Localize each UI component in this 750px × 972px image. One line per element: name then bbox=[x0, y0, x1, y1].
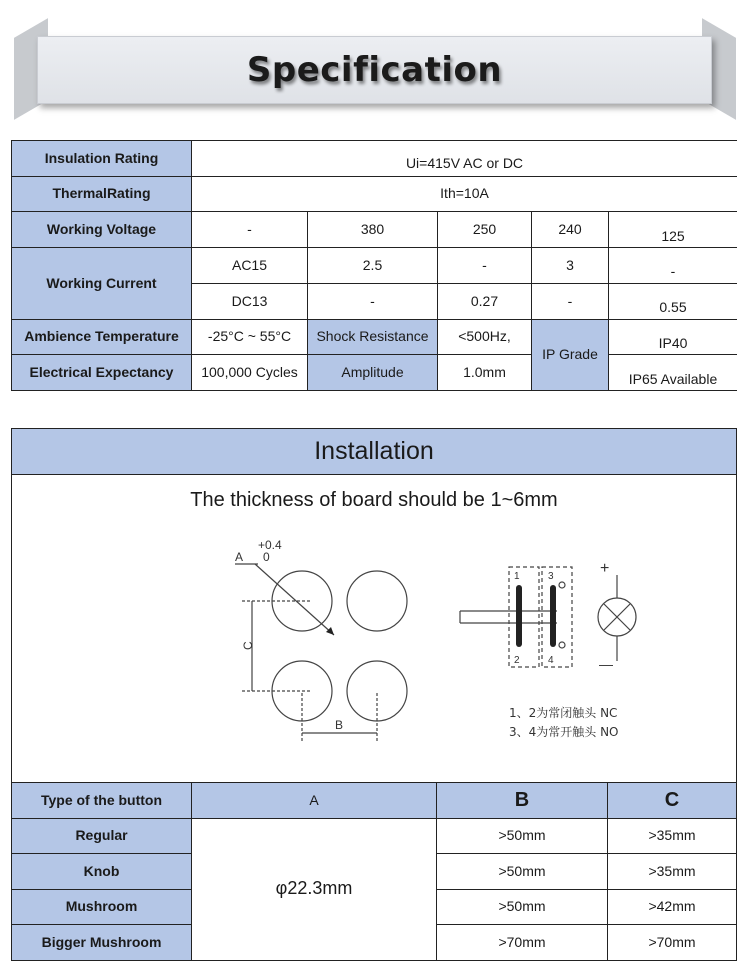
pin-label: 4 bbox=[548, 655, 554, 666]
pin-label: 3 bbox=[548, 571, 554, 582]
voltage-value: 125 bbox=[609, 212, 737, 247]
ambience-value: -25°C ~ 55°C bbox=[192, 320, 307, 355]
b-header: B bbox=[437, 783, 607, 818]
banner-title: Specification bbox=[246, 50, 503, 90]
ip-value: IP40 bbox=[609, 320, 737, 355]
a-header: A bbox=[192, 783, 436, 818]
ac15-value: - bbox=[609, 248, 737, 283]
dc13-value: - bbox=[532, 284, 608, 319]
ac15-value: - bbox=[438, 248, 531, 283]
c-value: >70mm bbox=[608, 925, 736, 960]
b-value: >70mm bbox=[437, 925, 607, 960]
insulation-label: Insulation Rating bbox=[12, 141, 191, 176]
c-header: C bbox=[608, 783, 736, 818]
type-knob: Knob bbox=[12, 854, 191, 889]
ac15-value: 2.5 bbox=[308, 248, 437, 283]
c-value: >35mm bbox=[608, 819, 736, 854]
ambience-label: Ambience Temperature bbox=[12, 320, 191, 355]
current-label: Working Current bbox=[12, 248, 191, 318]
ip65-note: IP65 Available bbox=[609, 355, 737, 390]
contact-bar-no bbox=[550, 585, 556, 647]
type-mushroom: Mushroom bbox=[12, 890, 191, 925]
ac15-label: AC15 bbox=[192, 248, 307, 283]
thermal-label: ThermalRating bbox=[12, 177, 191, 212]
type-header: Type of the button bbox=[12, 783, 191, 818]
shock-label: Shock Resistance bbox=[308, 320, 437, 355]
voltage-value: 250 bbox=[438, 212, 531, 247]
installation-header bbox=[11, 428, 737, 525]
mounting-hole bbox=[347, 571, 407, 631]
b-value: >50mm bbox=[437, 854, 607, 889]
dc13-label: DC13 bbox=[192, 284, 307, 319]
mounting-diagram-svg bbox=[12, 523, 735, 783]
installation-diagram bbox=[11, 523, 737, 783]
contact-block-no bbox=[542, 567, 572, 667]
note-no: 3、4为常开触头 NO bbox=[509, 725, 619, 739]
ac15-value: 3 bbox=[532, 248, 608, 283]
terminal-dot bbox=[559, 582, 565, 588]
dimension-a-label: A bbox=[235, 550, 244, 564]
dc13-value: 0.27 bbox=[438, 284, 531, 319]
ip-grade-label: IP Grade bbox=[532, 320, 608, 390]
diameter-line bbox=[255, 564, 334, 635]
button-type-table bbox=[11, 782, 737, 961]
contact-block-nc bbox=[509, 567, 539, 667]
dc13-value: - bbox=[308, 284, 437, 319]
terminal-dot bbox=[559, 642, 565, 648]
tolerance-lower: 0 bbox=[263, 550, 270, 564]
pin-label: 2 bbox=[514, 655, 520, 666]
minus-sign: — bbox=[599, 656, 613, 672]
tolerance-upper: +0.4 bbox=[258, 538, 282, 552]
shock-value: <500Hz, bbox=[438, 320, 531, 355]
b-value: >50mm bbox=[437, 819, 607, 854]
dc13-value: 0.55 bbox=[609, 284, 737, 319]
c-value: >35mm bbox=[608, 854, 736, 889]
dimension-c-label: C bbox=[241, 641, 255, 650]
installation-title: Installation bbox=[12, 429, 736, 474]
insulation-value: Ui=415V AC or DC bbox=[192, 141, 737, 176]
voltage-label: Working Voltage bbox=[12, 212, 191, 247]
voltage-value: 240 bbox=[532, 212, 608, 247]
expectancy-label: Electrical Expectancy bbox=[12, 355, 191, 390]
mounting-hole bbox=[347, 661, 407, 721]
expectancy-value: 100,000 Cycles bbox=[192, 355, 307, 390]
b-value: >50mm bbox=[437, 890, 607, 925]
note-nc: 1、2为常闭触头 NC bbox=[509, 706, 618, 720]
plus-sign: + bbox=[600, 560, 610, 577]
thermal-value: Ith=10A bbox=[192, 177, 737, 212]
amplitude-label: Amplitude bbox=[308, 355, 437, 390]
diameter-value: φ22.3mm bbox=[192, 819, 436, 960]
dimension-b-label: B bbox=[335, 718, 344, 732]
voltage-value: - bbox=[192, 212, 307, 247]
pin-label: 1 bbox=[514, 571, 520, 582]
type-bigger-mushroom: Bigger Mushroom bbox=[12, 925, 191, 960]
specification-banner bbox=[37, 36, 712, 104]
amplitude-value: 1.0mm bbox=[438, 355, 531, 390]
contact-bar-nc bbox=[516, 585, 522, 647]
c-value: >42mm bbox=[608, 890, 736, 925]
installation-subtitle: The thickness of board should be 1~6mm bbox=[12, 475, 736, 524]
voltage-value: 380 bbox=[308, 212, 437, 247]
specification-table bbox=[11, 140, 737, 391]
type-regular: Regular bbox=[12, 819, 191, 854]
